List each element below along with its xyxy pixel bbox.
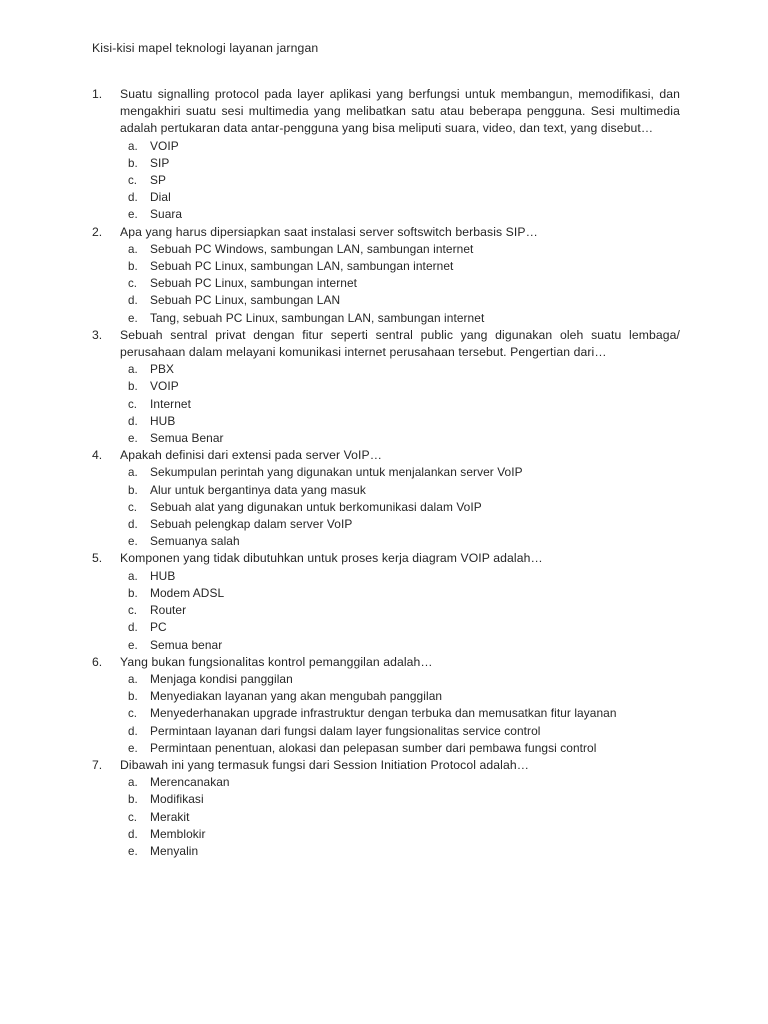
question-block [92,86,680,224]
option-text: Semua Benar [150,431,224,446]
question-row [92,86,680,138]
option-letter: b. [128,793,138,807]
option-row[interactable] [92,430,680,447]
option-list [92,464,680,550]
question-text: Apakah definisi dari extensi pada server VoIP… [120,448,383,463]
option-letter: a. [128,776,138,790]
option-letter: b. [128,586,138,600]
question-number: 3. [92,327,103,342]
option-text: Menyalin [150,843,199,858]
option-text: Sebuah PC Linux, sambungan LAN, sambungan internet [150,259,454,274]
option-list [92,361,680,447]
option-letter: d. [128,724,138,738]
option-row[interactable] [92,688,680,705]
question-list [92,86,680,860]
option-text: Internet [150,396,191,411]
option-row[interactable] [92,275,680,292]
option-letter: c. [128,277,138,291]
question-text: Apa yang harus dipersiapkan saat instalasi server softswitch berbasis SIP… [120,224,538,239]
option-row[interactable] [92,396,680,413]
option-letter: e. [128,535,138,549]
option-text: Modem ADSL [150,585,225,600]
question-block [92,550,680,653]
option-text: VOIP [150,379,179,394]
option-letter: d. [128,518,138,532]
option-letter: a. [128,363,138,377]
option-text: Permintaan layanan dari fungsi dalam layer fungsionalitas service control [150,723,541,738]
option-text: Menyediakan layanan yang akan mengubah panggilan [150,689,443,704]
option-letter: a. [128,139,138,153]
question-block [92,327,680,447]
option-text: Permintaan penentuan, alokasi dan pelepasan sumber dari pembawa fungsi control [150,740,597,755]
option-letter: a. [128,672,138,686]
option-letter: d. [128,827,138,841]
option-letter: d. [128,294,138,308]
option-row[interactable] [92,206,680,223]
question-block [92,224,680,327]
option-text: Memblokir [150,826,206,841]
option-text: Semuanya salah [150,534,240,549]
option-row[interactable] [92,602,680,619]
option-row[interactable] [92,499,680,516]
option-letter: e. [128,638,138,652]
question-number: 1. [92,87,103,101]
question-row [92,327,680,361]
question-number: 4. [92,448,103,463]
option-text: Dial [150,190,171,205]
question-text: Sebuah sentral privat dengan fitur seperti sentral public yang digunakan oleh suatu lembaga/ perusahaan dalam melayani komunikasi internet perusahaan tersebut. Pengertian dari… [120,327,680,360]
option-list [92,138,680,224]
option-letter: a. [128,569,138,583]
option-list [92,568,680,654]
option-row[interactable] [92,172,680,189]
option-text: Sebuah PC Linux, sambungan internet [150,276,358,291]
option-row[interactable] [92,705,680,722]
question-text: Suatu signalling protocol pada layer aplikasi yang berfungsi untuk membangun, memodifikasi, dan mengakhiri suatu sesi multimedia yang melibatkan satu atau beberapa pengguna. Sesi multimedia adalah pertukaran data antar-pengguna yang bisa meliputi suara, video, dan text, yang disebut… [120,87,680,136]
option-letter: d. [128,621,138,635]
option-list [92,774,680,860]
option-row[interactable] [92,378,680,395]
option-letter: d. [128,191,138,205]
option-row[interactable] [92,189,680,206]
option-letter: e. [128,432,138,446]
option-letter: b. [128,156,138,170]
option-text: Sebuah PC Linux, sambungan LAN [150,293,341,308]
option-text: Merakit [150,809,190,824]
option-list [92,671,680,757]
option-text: Sebuah pelengkap dalam server VoIP [150,517,353,532]
option-row[interactable] [92,723,680,740]
option-row[interactable] [92,516,680,533]
option-row[interactable] [92,413,680,430]
option-text: Menyederhanakan upgrade infrastruktur dengan terbuka dan memusatkan fitur layanan [150,706,617,721]
option-letter: e. [128,844,138,858]
question-row [92,654,680,671]
option-letter: d. [128,414,138,428]
option-row[interactable] [92,533,680,550]
question-block [92,654,680,757]
option-text: Suara [150,207,183,222]
option-row[interactable] [92,671,680,688]
option-text: PBX [150,362,175,377]
option-text: Semua benar [150,637,223,652]
option-text: Modifikasi [150,792,204,807]
option-list [92,241,680,327]
option-row[interactable] [92,585,680,602]
question-text: Dibawah ini yang termasuk fungsi dari Session Initiation Protocol adalah… [120,757,530,772]
option-letter: c. [128,174,138,188]
option-row[interactable] [92,361,680,378]
question-number: 5. [92,551,103,566]
option-letter: a. [128,466,138,480]
question-row [92,550,680,567]
option-row[interactable] [92,774,680,791]
option-text: Sebuah alat yang digunakan untuk berkomunikasi dalam VoIP [150,499,482,514]
option-text: SIP [150,155,170,170]
option-letter: e. [128,311,138,325]
option-letter: e. [128,208,138,222]
question-row [92,757,680,774]
option-row[interactable] [92,740,680,757]
question-text: Komponen yang tidak dibutuhkan untuk proses kerja diagram VOIP adalah… [120,551,543,566]
question-number: 6. [92,654,103,669]
option-letter: b. [128,483,138,497]
option-row[interactable] [92,809,680,826]
question-row [92,447,680,464]
question-block [92,757,680,860]
option-letter: b. [128,260,138,274]
question-row [92,224,680,241]
page-title: Kisi-kisi mapel teknologi layanan jarngan [92,41,319,55]
option-row[interactable] [92,791,680,808]
option-letter: c. [128,604,138,618]
option-text: HUB [150,568,176,583]
option-letter: b. [128,690,138,704]
option-row[interactable] [92,241,680,258]
option-letter: c. [128,397,138,411]
option-letter: e. [128,741,138,755]
option-row[interactable] [92,843,680,860]
question-text: Yang bukan fungsionalitas kontrol pemanggilan adalah… [120,654,433,669]
option-row[interactable] [92,258,680,275]
option-row[interactable] [92,138,680,155]
option-letter: c. [128,500,138,514]
option-row[interactable] [92,310,680,327]
option-row[interactable] [92,826,680,843]
option-text: Sekumpulan perintah yang digunakan untuk menjalankan server VoIP [150,465,523,480]
option-text: Tang, sebuah PC Linux, sambungan LAN, sambungan internet [150,310,485,325]
option-letter: c. [128,707,138,721]
option-letter: b. [128,380,138,394]
option-text: HUB [150,413,176,428]
option-row[interactable] [92,619,680,636]
question-block [92,447,680,550]
option-text: Merencanakan [150,775,230,790]
question-number: 7. [92,757,103,772]
option-text: Menjaga kondisi panggilan [150,671,293,686]
option-text: Router [150,603,187,618]
option-row[interactable] [92,482,680,499]
question-number: 2. [92,224,103,239]
option-letter: a. [128,242,138,256]
option-text: Alur untuk bergantinya data yang masuk [150,482,366,497]
option-letter: c. [128,810,138,824]
option-row[interactable] [92,292,680,309]
option-text: SP [150,173,167,188]
option-row[interactable] [92,155,680,172]
option-row[interactable] [92,568,680,585]
option-text: VOIP [150,138,179,153]
option-text: PC [150,620,167,635]
option-row[interactable] [92,464,680,481]
option-text: Sebuah PC Windows, sambungan LAN, sambungan internet [150,241,474,256]
option-row[interactable] [92,637,680,654]
